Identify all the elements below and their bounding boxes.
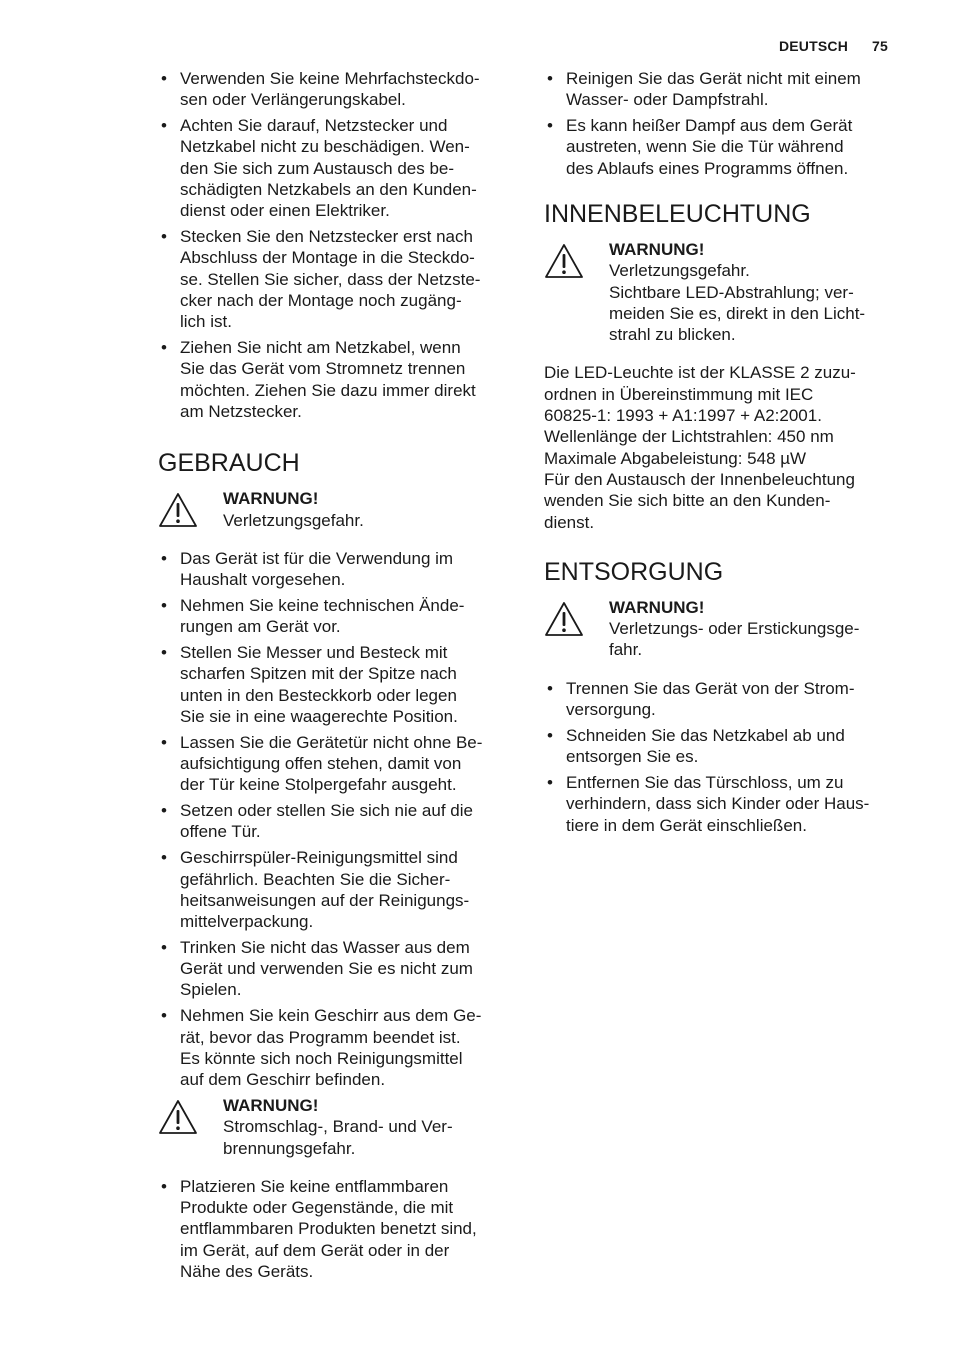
- right-column: [544, 68, 896, 840]
- list-item: • Schneiden Sie das Netzkabel ab und entsorgen Sie es.: [544, 725, 896, 768]
- warning-text: [223, 488, 364, 531]
- list-item: • Stellen Sie Messer und Besteck mit scharfen Spitzen mit der Spitze nach unten in den Besteckkorb oder legen Sie sie in eine waagerechte Position.: [158, 642, 514, 727]
- bullet-list-cleaning: [544, 68, 896, 179]
- warning-text: [609, 239, 865, 345]
- warning-triangle-icon: [544, 243, 584, 279]
- list-item: • Nehmen Sie kein Geschirr aus dem Ge- rät, bevor das Programm beendet ist. Es könnte sich noch Reinigungsmittel auf dem Geschirr befinden.: [158, 1005, 514, 1090]
- warning-triangle-icon: [544, 601, 584, 637]
- bullet-list-safety-power: [158, 68, 514, 422]
- list-item: • Nehmen Sie keine technischen Ände- rungen am Gerät vor.: [158, 595, 514, 638]
- bullet-list-usage: [158, 548, 514, 1091]
- warning-box: [158, 488, 514, 531]
- list-item: • Das Gerät ist für die Verwendung im Haushalt vorgesehen.: [158, 548, 514, 591]
- list-item: • Achten Sie darauf, Netzstecker und Netzkabel nicht zu beschädigen. Wen- den Sie sich zum Austausch des be- schädigten Netzkabels an den Kunden- dienst oder einen Elektriker.: [158, 115, 514, 221]
- list-item: • Trinken Sie nicht das Wasser aus dem Gerät und verwenden Sie es nicht zum Spielen.: [158, 937, 514, 1001]
- heading-gebrauch: GEBRAUCH: [158, 449, 300, 478]
- list-item: • Geschirrspüler-Reinigungsmittel sind gefährlich. Beachten Sie die Sicher- heitsanweisungen auf der Reinigungs- mittelverpackung.: [158, 847, 514, 932]
- list-item: • Es kann heißer Dampf aus dem Gerät austreten, wenn Sie die Tür während des Ablaufs eines Programms öffnen.: [544, 115, 896, 179]
- page-number: 75: [872, 38, 888, 54]
- warning-box: [544, 597, 896, 661]
- list-item: • Stecken Sie den Netzstecker erst nach Abschluss der Montage in die Steckdo- se. Stellen Sie sicher, dass der Netzste- cker nach der Montage noch zugäng- lich ist.: [158, 226, 514, 332]
- warning-text: [223, 1095, 453, 1159]
- heading-entsorgung: ENTSORGUNG: [544, 557, 724, 586]
- warning-message: Stromschlag-, Brand- und Ver- brennungsgefahr.: [223, 1117, 453, 1158]
- bullet-list-disposal: [544, 678, 896, 836]
- list-item: • Verwenden Sie keine Mehrfachsteckdo- sen oder Verlängerungskabel.: [158, 68, 514, 111]
- warning-text: [609, 597, 859, 661]
- warning-message: Verletzungsgefahr.: [223, 510, 364, 530]
- bullet-list-flammable: [158, 1176, 514, 1282]
- led-info-paragraph: Die LED-Leuchte ist der KLASSE 2 zuzu- ordnen in Übereinstimmung mit IEC 60825-1: 1993 + A1:1997 + A2:2001. Wellenlänge der Lichtstrahlen: 450 nm Maximale Abgabeleistung: 548 µW Für den Austausch der Innenbeleuchtung wenden Sie sich bitte an den Kunden- dienst.: [544, 363, 856, 532]
- list-item: • Platzieren Sie keine entflammbaren Produkte oder Gegenstände, die mit entflammbaren Produkten benetzt sind, im Gerät, auf dem Gerät oder in der Nähe des Geräts.: [158, 1176, 514, 1282]
- list-item: • Reinigen Sie das Gerät nicht mit einem Wasser- oder Dampfstrahl.: [544, 68, 896, 111]
- list-item: • Trennen Sie das Gerät von der Strom- versorgung.: [544, 678, 896, 721]
- list-item: • Entfernen Sie das Türschloss, um zu verhindern, dass sich Kinder oder Haus- tiere in dem Gerät einschließen.: [544, 772, 896, 836]
- list-item: • Lassen Sie die Gerätetür nicht ohne Be- aufsichtigung offen stehen, damit von der Tür keine Stolpergefahr ausgeht.: [158, 732, 514, 796]
- list-item: • Ziehen Sie nicht am Netzkabel, wenn Sie das Gerät vom Stromnetz trennen möchten. Ziehen Sie dazu immer direkt am Netzstecker.: [158, 337, 514, 422]
- warning-message: Verletzungs- oder Erstickungsge- fahr.: [609, 619, 860, 660]
- warning-message: Verletzungsgefahr. Sichtbare LED-Abstrahlung; ver- meiden Sie es, direkt in den Licht- strahl zu blicken.: [609, 261, 866, 345]
- warning-title: WARNUNG!: [609, 597, 705, 617]
- warning-title: WARNUNG!: [223, 1095, 319, 1115]
- list-item: • Setzen oder stellen Sie sich nie auf die offene Tür.: [158, 800, 514, 843]
- warning-triangle-icon: [158, 492, 198, 528]
- left-column: [158, 68, 514, 1287]
- section-label: DEUTSCH: [778, 38, 849, 54]
- warning-triangle-icon: [158, 1099, 198, 1135]
- warning-title: WARNUNG!: [223, 489, 319, 509]
- warning-title: WARNUNG!: [609, 239, 705, 259]
- heading-innenbeleuchtung: INNENBELEUCHTUNG: [544, 199, 811, 228]
- page-header: [779, 38, 888, 54]
- warning-box: [158, 1095, 514, 1159]
- warning-box: [544, 239, 896, 345]
